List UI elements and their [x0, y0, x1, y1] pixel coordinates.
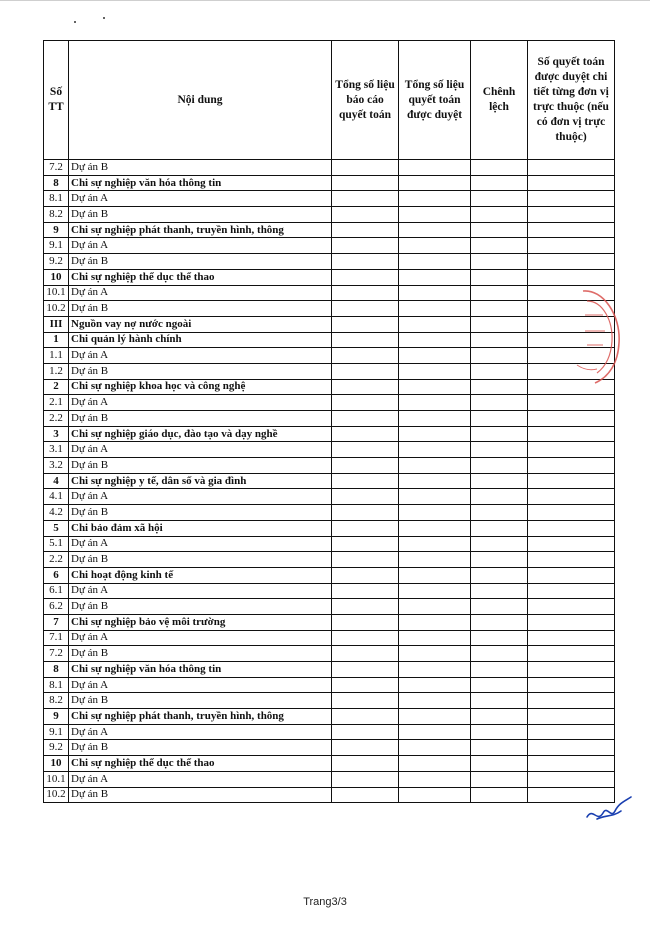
table-row — [44, 756, 615, 772]
unit-detail-cell — [528, 160, 615, 176]
reported-cell — [332, 301, 399, 317]
unit-detail-cell — [528, 473, 615, 489]
difference-cell — [471, 567, 528, 583]
unit-detail-cell — [528, 583, 615, 599]
reported-cell — [332, 552, 399, 568]
reported-cell — [332, 160, 399, 176]
row-number: 8 — [44, 175, 69, 191]
row-number: 7.2 — [44, 646, 69, 662]
reported-cell — [332, 709, 399, 725]
reported-cell — [332, 285, 399, 301]
difference-cell — [471, 583, 528, 599]
row-content: Dự án B — [69, 787, 332, 803]
unit-detail-cell — [528, 520, 615, 536]
row-content: Chi sự nghiệp phát thanh, truyền hình, thông — [69, 709, 332, 725]
reported-cell — [332, 677, 399, 693]
difference-cell — [471, 332, 528, 348]
reported-cell — [332, 583, 399, 599]
table-row — [44, 693, 615, 709]
unit-detail-cell — [528, 505, 615, 521]
approved-cell — [399, 771, 471, 787]
approved-cell — [399, 520, 471, 536]
difference-cell — [471, 191, 528, 207]
difference-cell — [471, 269, 528, 285]
difference-cell — [471, 411, 528, 427]
unit-detail-cell — [528, 662, 615, 678]
row-number: 2 — [44, 379, 69, 395]
row-content: Dự án A — [69, 489, 332, 505]
table-body — [44, 160, 615, 803]
row-number: 10.2 — [44, 787, 69, 803]
table-row — [44, 567, 615, 583]
row-number: 9.1 — [44, 238, 69, 254]
reported-cell — [332, 411, 399, 427]
table-row — [44, 222, 615, 238]
approved-cell — [399, 536, 471, 552]
row-content: Dự án B — [69, 207, 332, 223]
reported-cell — [332, 489, 399, 505]
reported-cell — [332, 254, 399, 270]
difference-cell — [471, 709, 528, 725]
row-number: 8.2 — [44, 693, 69, 709]
table-row — [44, 662, 615, 678]
reported-cell — [332, 724, 399, 740]
row-content: Dự án A — [69, 395, 332, 411]
difference-cell — [471, 379, 528, 395]
approved-cell — [399, 458, 471, 474]
row-content: Dự án A — [69, 348, 332, 364]
row-number: 9.2 — [44, 740, 69, 756]
approved-cell — [399, 191, 471, 207]
unit-detail-cell — [528, 175, 615, 191]
table-row — [44, 505, 615, 521]
table-header-row — [44, 41, 615, 160]
unit-detail-cell — [528, 489, 615, 505]
row-content: Dự án B — [69, 458, 332, 474]
reported-cell — [332, 646, 399, 662]
approved-cell — [399, 207, 471, 223]
reported-cell — [332, 693, 399, 709]
unit-detail-cell — [528, 646, 615, 662]
table-row — [44, 599, 615, 615]
difference-cell — [471, 771, 528, 787]
table-row — [44, 458, 615, 474]
unit-detail-cell — [528, 254, 615, 270]
reported-cell — [332, 442, 399, 458]
row-content: Dự án A — [69, 191, 332, 207]
row-number: 6.2 — [44, 599, 69, 615]
row-content: Dự án B — [69, 599, 332, 615]
table-row — [44, 175, 615, 191]
row-content: Dự án B — [69, 740, 332, 756]
reported-cell — [332, 458, 399, 474]
approved-cell — [399, 489, 471, 505]
difference-cell — [471, 363, 528, 379]
difference-cell — [471, 614, 528, 630]
reported-cell — [332, 207, 399, 223]
unit-detail-cell — [528, 458, 615, 474]
row-number: 10 — [44, 756, 69, 772]
approved-cell — [399, 285, 471, 301]
unit-detail-cell — [528, 599, 615, 615]
unit-detail-cell — [528, 630, 615, 646]
row-content: Nguồn vay nợ nước ngoài — [69, 316, 332, 332]
approved-cell — [399, 269, 471, 285]
reported-cell — [332, 536, 399, 552]
unit-detail-cell — [528, 222, 615, 238]
header-difference: Chênh lệch — [471, 41, 528, 160]
unit-detail-cell — [528, 756, 615, 772]
table-row — [44, 646, 615, 662]
reported-cell — [332, 787, 399, 803]
reported-cell — [332, 630, 399, 646]
header-content: Nội dung — [69, 41, 332, 160]
row-number: 4.1 — [44, 489, 69, 505]
difference-cell — [471, 426, 528, 442]
reported-cell — [332, 316, 399, 332]
row-content: Chi bảo đảm xã hội — [69, 520, 332, 536]
unit-detail-cell — [528, 552, 615, 568]
table-row — [44, 207, 615, 223]
difference-cell — [471, 724, 528, 740]
table-row — [44, 160, 615, 176]
approved-cell — [399, 426, 471, 442]
approved-cell — [399, 473, 471, 489]
row-content: Chi sự nghiệp khoa học và công nghệ — [69, 379, 332, 395]
table-row — [44, 395, 615, 411]
reported-cell — [332, 269, 399, 285]
signature-mark — [585, 793, 633, 825]
unit-detail-cell — [528, 191, 615, 207]
difference-cell — [471, 222, 528, 238]
table-row — [44, 536, 615, 552]
unit-detail-cell — [528, 536, 615, 552]
row-content: Dự án B — [69, 160, 332, 176]
difference-cell — [471, 646, 528, 662]
difference-cell — [471, 756, 528, 772]
row-number: 7.2 — [44, 160, 69, 176]
approved-cell — [399, 567, 471, 583]
table-row — [44, 379, 615, 395]
approved-cell — [399, 614, 471, 630]
row-number: 7 — [44, 614, 69, 630]
row-number: 9 — [44, 709, 69, 725]
table-row — [44, 630, 615, 646]
table-row — [44, 489, 615, 505]
row-number: 8 — [44, 662, 69, 678]
difference-cell — [471, 238, 528, 254]
reported-cell — [332, 238, 399, 254]
row-content: Dự án B — [69, 505, 332, 521]
reported-cell — [332, 567, 399, 583]
approved-cell — [399, 740, 471, 756]
difference-cell — [471, 175, 528, 191]
row-content: Chi sự nghiệp thể dục thể thao — [69, 269, 332, 285]
difference-cell — [471, 301, 528, 317]
row-content: Chi sự nghiệp thể dục thể thao — [69, 756, 332, 772]
unit-detail-cell — [528, 411, 615, 427]
header-approved-total: Tổng số liệu quyết toán được duyệt — [399, 41, 471, 160]
row-number: 10 — [44, 269, 69, 285]
difference-cell — [471, 505, 528, 521]
difference-cell — [471, 395, 528, 411]
row-number: 9 — [44, 222, 69, 238]
row-content: Dự án B — [69, 693, 332, 709]
row-number: III — [44, 316, 69, 332]
reported-cell — [332, 771, 399, 787]
approved-cell — [399, 301, 471, 317]
scan-speck — [103, 17, 105, 19]
header-unit-detail: Số quyết toán được duyệt chi tiết từng đơn vị trực thuộc (nếu có đơn vị trực thuộc) — [528, 41, 615, 160]
approved-cell — [399, 552, 471, 568]
table-row — [44, 191, 615, 207]
table-row — [44, 411, 615, 427]
approved-cell — [399, 222, 471, 238]
approved-cell — [399, 442, 471, 458]
table-row — [44, 771, 615, 787]
approved-cell — [399, 646, 471, 662]
approved-cell — [399, 630, 471, 646]
header-stt: Số TT — [44, 41, 69, 160]
approved-cell — [399, 348, 471, 364]
reported-cell — [332, 599, 399, 615]
difference-cell — [471, 552, 528, 568]
reported-cell — [332, 363, 399, 379]
row-number: 4.2 — [44, 505, 69, 521]
row-number: 1.1 — [44, 348, 69, 364]
row-content: Dự án A — [69, 724, 332, 740]
reported-cell — [332, 614, 399, 630]
difference-cell — [471, 316, 528, 332]
approved-cell — [399, 411, 471, 427]
difference-cell — [471, 160, 528, 176]
table-row — [44, 269, 615, 285]
table-row — [44, 677, 615, 693]
difference-cell — [471, 207, 528, 223]
row-content: Chi sự nghiệp phát thanh, truyền hình, thông — [69, 222, 332, 238]
row-number: 8.1 — [44, 191, 69, 207]
reported-cell — [332, 520, 399, 536]
difference-cell — [471, 473, 528, 489]
table-row — [44, 363, 615, 379]
unit-detail-cell — [528, 740, 615, 756]
row-number: 6 — [44, 567, 69, 583]
difference-cell — [471, 599, 528, 615]
approved-cell — [399, 254, 471, 270]
difference-cell — [471, 677, 528, 693]
reported-cell — [332, 473, 399, 489]
table-row — [44, 442, 615, 458]
unit-detail-cell — [528, 426, 615, 442]
row-content: Chi sự nghiệp giáo dục, đào tạo và dạy nghề — [69, 426, 332, 442]
approved-cell — [399, 787, 471, 803]
table-row — [44, 238, 615, 254]
approved-cell — [399, 693, 471, 709]
unit-detail-cell — [528, 709, 615, 725]
table-row — [44, 724, 615, 740]
row-number: 3.1 — [44, 442, 69, 458]
unit-detail-cell — [528, 677, 615, 693]
row-number: 9.1 — [44, 724, 69, 740]
reported-cell — [332, 332, 399, 348]
page-number: Trang3/3 — [303, 896, 347, 908]
table-row — [44, 316, 615, 332]
row-content: Chi quản lý hành chính — [69, 332, 332, 348]
reported-cell — [332, 191, 399, 207]
unit-detail-cell — [528, 567, 615, 583]
row-content: Chi sự nghiệp bảo vệ môi trường — [69, 614, 332, 630]
table-row — [44, 583, 615, 599]
row-number: 2.1 — [44, 395, 69, 411]
reported-cell — [332, 740, 399, 756]
reported-cell — [332, 426, 399, 442]
row-content: Dự án A — [69, 677, 332, 693]
table-row — [44, 254, 615, 270]
row-content: Dự án A — [69, 238, 332, 254]
row-number: 9.2 — [44, 254, 69, 270]
approved-cell — [399, 709, 471, 725]
approved-cell — [399, 316, 471, 332]
unit-detail-cell — [528, 207, 615, 223]
row-content: Dự án A — [69, 442, 332, 458]
row-number: 7.1 — [44, 630, 69, 646]
table-row — [44, 332, 615, 348]
row-number: 4 — [44, 473, 69, 489]
row-number: 3.2 — [44, 458, 69, 474]
unit-detail-cell — [528, 442, 615, 458]
unit-detail-cell — [528, 395, 615, 411]
difference-cell — [471, 254, 528, 270]
table-row — [44, 614, 615, 630]
unit-detail-cell — [528, 724, 615, 740]
row-number: 8.2 — [44, 207, 69, 223]
row-number: 5.1 — [44, 536, 69, 552]
approved-cell — [399, 395, 471, 411]
row-number: 2.2 — [44, 411, 69, 427]
row-content: Chi hoạt động kinh tế — [69, 567, 332, 583]
table-row — [44, 520, 615, 536]
official-seal-stamp — [573, 285, 625, 385]
reported-cell — [332, 175, 399, 191]
row-number: 6.1 — [44, 583, 69, 599]
row-content: Dự án B — [69, 301, 332, 317]
reported-cell — [332, 348, 399, 364]
difference-cell — [471, 489, 528, 505]
table-row — [44, 301, 615, 317]
table-row — [44, 285, 615, 301]
top-edge-line — [0, 0, 650, 1]
table-row — [44, 552, 615, 568]
difference-cell — [471, 442, 528, 458]
row-number: 1.2 — [44, 363, 69, 379]
approved-cell — [399, 724, 471, 740]
row-content: Dự án B — [69, 552, 332, 568]
row-content: Dự án A — [69, 285, 332, 301]
approved-cell — [399, 238, 471, 254]
row-content: Chi sự nghiệp y tế, dân số và gia đình — [69, 473, 332, 489]
approved-cell — [399, 363, 471, 379]
reported-cell — [332, 662, 399, 678]
row-number: 5 — [44, 520, 69, 536]
row-number: 3 — [44, 426, 69, 442]
table-row — [44, 348, 615, 364]
difference-cell — [471, 458, 528, 474]
approved-cell — [399, 662, 471, 678]
row-number: 10.1 — [44, 285, 69, 301]
approved-cell — [399, 332, 471, 348]
row-number: 10.2 — [44, 301, 69, 317]
difference-cell — [471, 740, 528, 756]
header-reported-total: Tổng số liệu báo cáo quyết toán — [332, 41, 399, 160]
difference-cell — [471, 662, 528, 678]
reported-cell — [332, 379, 399, 395]
unit-detail-cell — [528, 238, 615, 254]
row-number: 2.2 — [44, 552, 69, 568]
row-content: Dự án A — [69, 536, 332, 552]
approved-cell — [399, 160, 471, 176]
unit-detail-cell — [528, 771, 615, 787]
row-number: 1 — [44, 332, 69, 348]
table-row — [44, 473, 615, 489]
row-number: 8.1 — [44, 677, 69, 693]
row-content: Dự án A — [69, 583, 332, 599]
difference-cell — [471, 787, 528, 803]
difference-cell — [471, 630, 528, 646]
approved-cell — [399, 599, 471, 615]
row-content: Dự án A — [69, 630, 332, 646]
settlement-table — [43, 40, 615, 803]
row-number: 10.1 — [44, 771, 69, 787]
reported-cell — [332, 505, 399, 521]
scan-speck — [74, 21, 76, 23]
approved-cell — [399, 505, 471, 521]
difference-cell — [471, 536, 528, 552]
row-content: Dự án B — [69, 363, 332, 379]
reported-cell — [332, 756, 399, 772]
table-row — [44, 426, 615, 442]
reported-cell — [332, 222, 399, 238]
approved-cell — [399, 175, 471, 191]
difference-cell — [471, 348, 528, 364]
unit-detail-cell — [528, 269, 615, 285]
row-content: Dự án B — [69, 411, 332, 427]
difference-cell — [471, 285, 528, 301]
row-content: Chi sự nghiệp văn hóa thông tin — [69, 662, 332, 678]
row-content: Chi sự nghiệp văn hóa thông tin — [69, 175, 332, 191]
reported-cell — [332, 395, 399, 411]
row-content: Dự án B — [69, 254, 332, 270]
table-row — [44, 787, 615, 803]
approved-cell — [399, 583, 471, 599]
difference-cell — [471, 520, 528, 536]
table-row — [44, 709, 615, 725]
approved-cell — [399, 677, 471, 693]
unit-detail-cell — [528, 614, 615, 630]
row-content: Dự án B — [69, 646, 332, 662]
unit-detail-cell — [528, 693, 615, 709]
approved-cell — [399, 379, 471, 395]
difference-cell — [471, 693, 528, 709]
table-row — [44, 740, 615, 756]
approved-cell — [399, 756, 471, 772]
row-content: Dự án A — [69, 771, 332, 787]
